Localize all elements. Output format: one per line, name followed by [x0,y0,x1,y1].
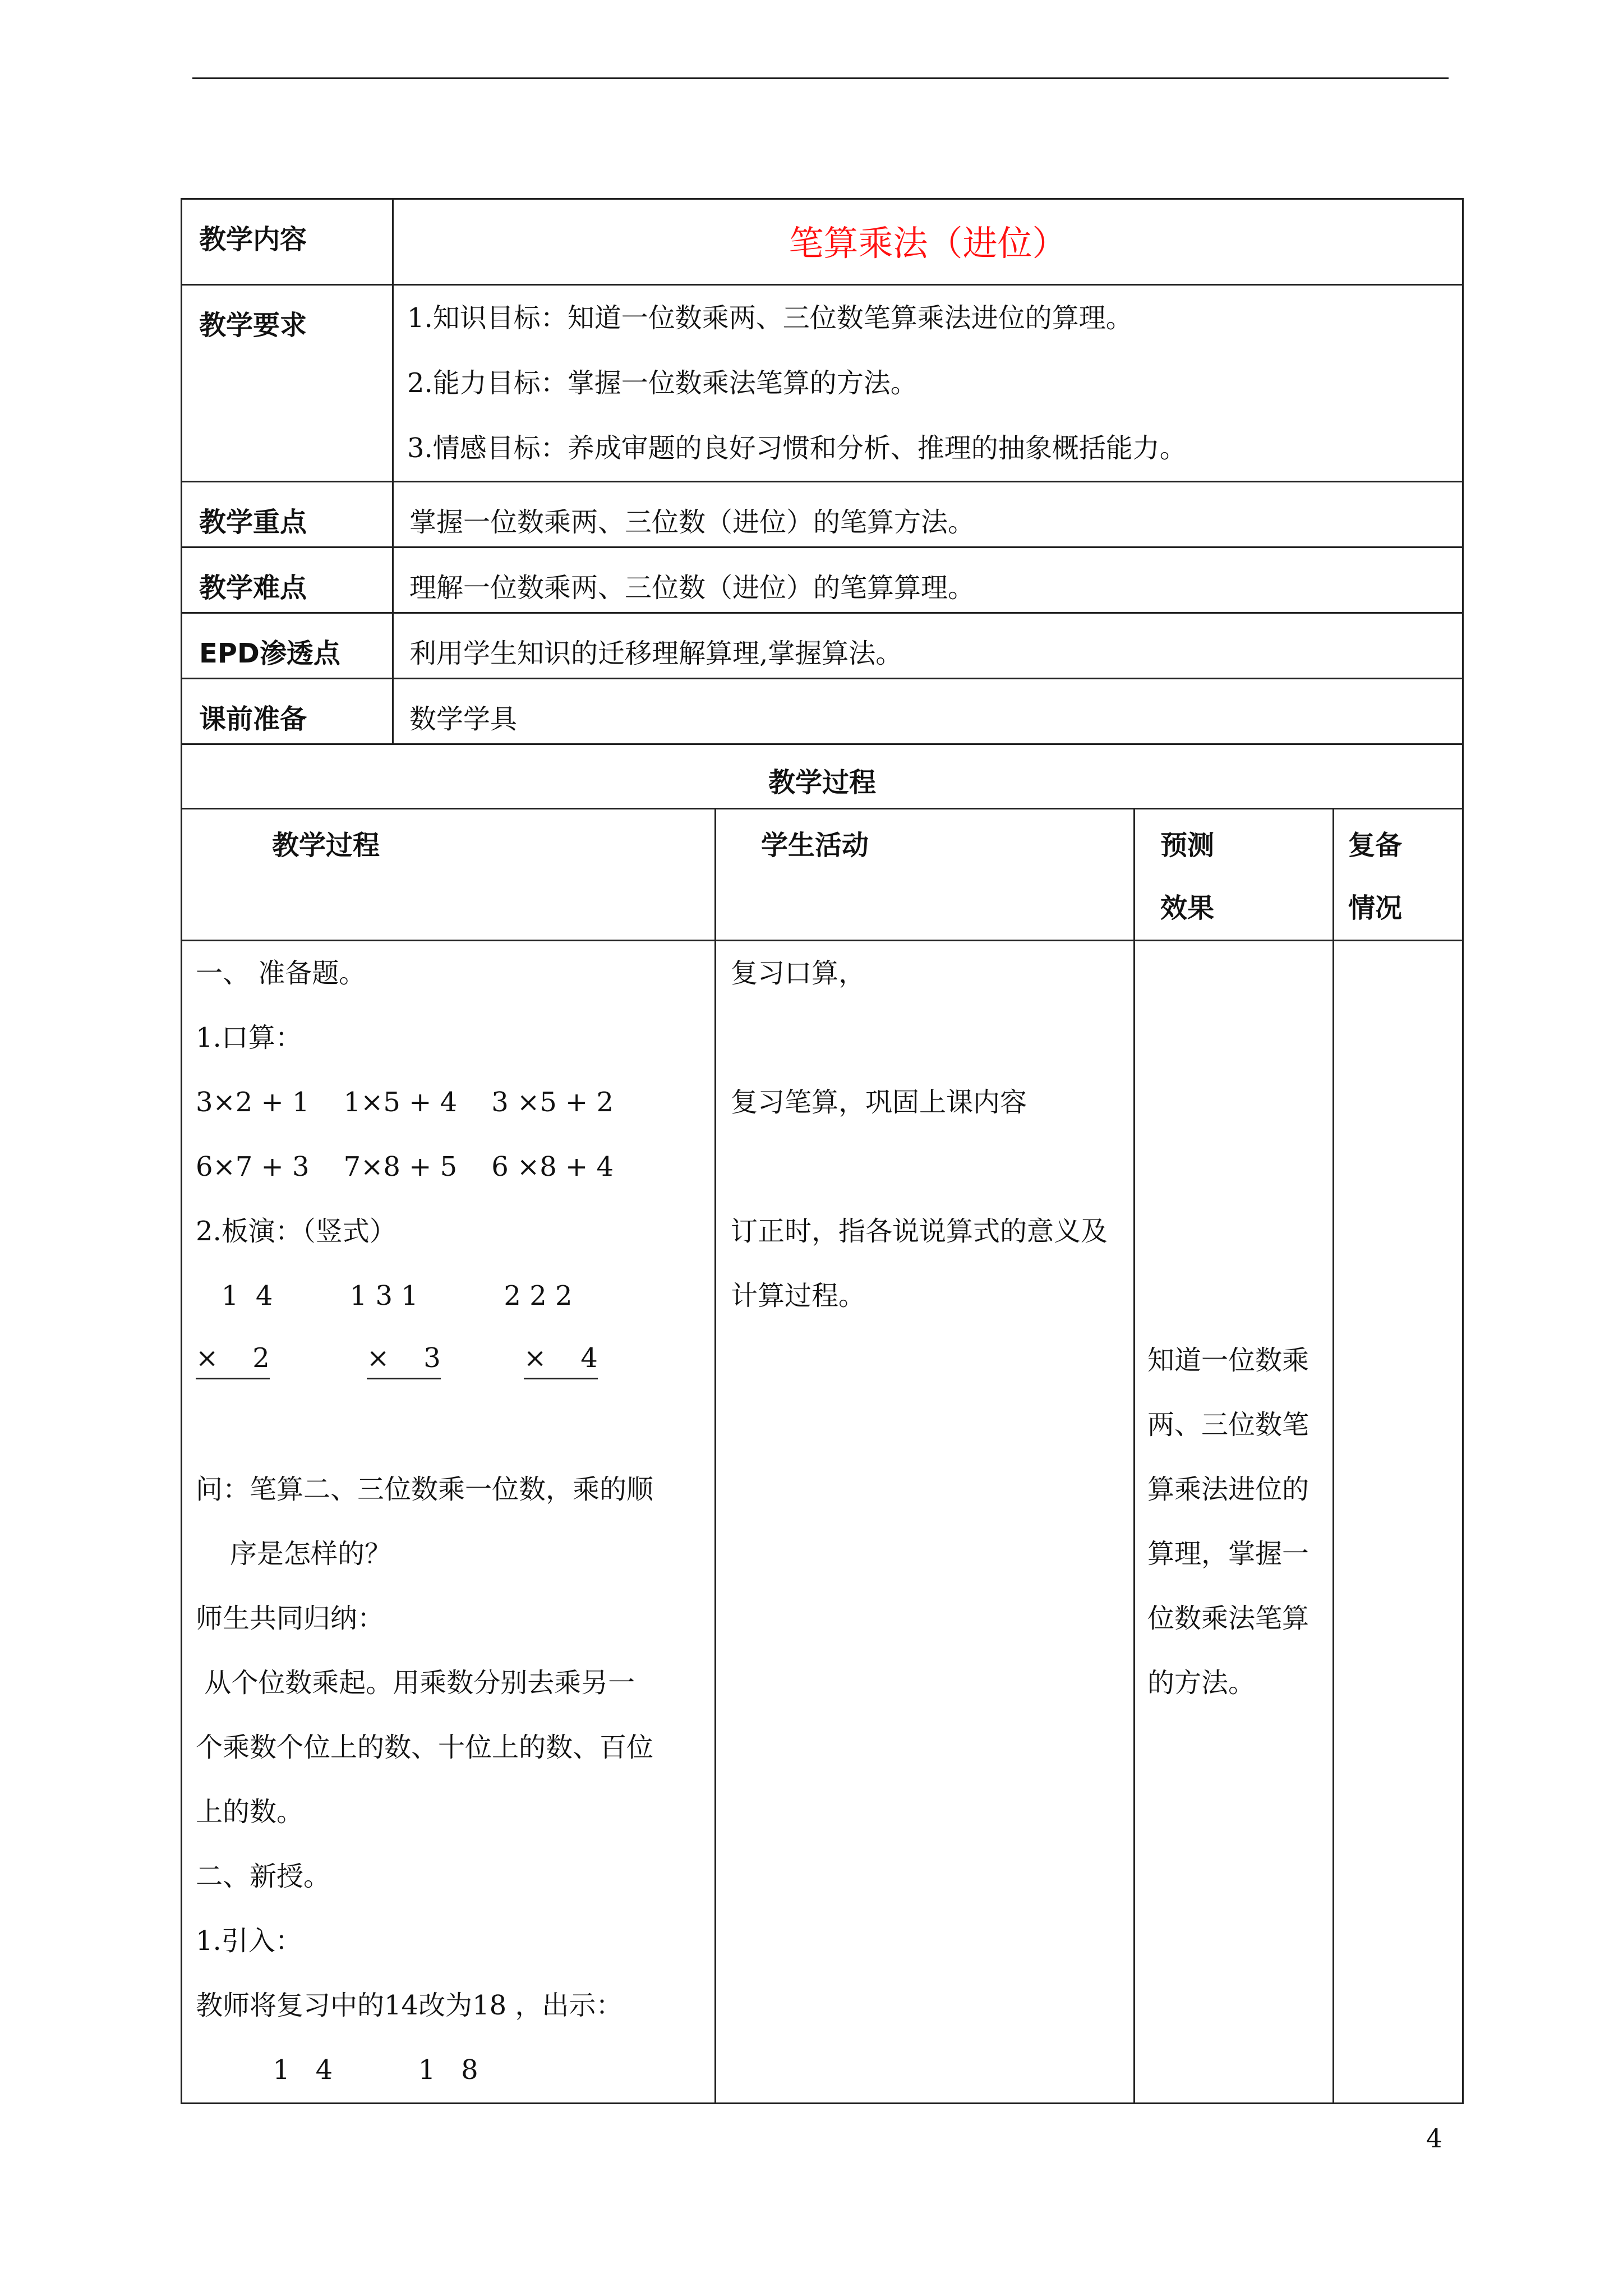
process-line: 教师将复习中的14改为18 ，出示： [196,1990,623,2021]
activity-line [731,1135,1133,1199]
activity-line [731,1006,1133,1070]
activity-line: 订正时，指各说说算式的意义及 [731,1216,1108,1247]
process-line: 师生共同归纳： [196,1603,385,1634]
predict-line: 两、三位数笔 [1147,1409,1310,1441]
row-process-body [182,941,1463,2104]
activity-content [716,941,1133,1328]
label-preparation: 课前准备 [199,703,307,735]
process-line: 3×2 + 1 1×5 + 4 3 ×5 + 2 [196,1087,614,1118]
multiplier-1: × 2 [196,1338,270,1379]
row-epd [182,613,1463,679]
row-key-point [182,482,1463,547]
label-difficulty: 教学难点 [199,572,307,604]
label-content: 教学内容 [199,224,307,255]
label-epd: EPD渗透点 [199,638,340,669]
header-review-2: 情况 [1348,892,1403,924]
row-preparation [182,679,1463,744]
process-line: 1 4 1 8 [196,2054,478,2086]
process-line: 1.引入： [196,1925,302,1957]
activity-line: 复习口算， [731,958,866,989]
row-process-title [182,744,1463,809]
epd-text: 利用学生知识的迁移理解算理,掌握算法。 [409,638,903,669]
predict-line: 算理，掌握一 [1147,1538,1310,1570]
difficulty-text: 理解一位数乘两、三位数（进位）的笔算算理。 [409,572,975,604]
predict-line: 算乘法进位的 [1147,1474,1310,1505]
header-predict-2: 效果 [1160,892,1215,924]
process-title: 教学过程 [768,767,877,798]
multiplier-row [196,1328,714,1393]
predict-line: 位数乘法笔算 [1147,1603,1310,1634]
header-process: 教学过程 [272,830,380,861]
process-content [182,941,714,2102]
process-line: 上的数。 [196,1796,304,1828]
row-content [182,199,1463,285]
activity-line: 计算过程。 [731,1280,866,1312]
lesson-plan-table [181,198,1464,2104]
label-key-point: 教学重点 [199,507,307,538]
review-cell [1334,941,1463,2104]
header-predict-1: 预测 [1160,830,1215,861]
requirement-2: 2.能力目标：掌握一位数乘法笔算的方法。 [407,367,917,399]
predict-line: 知道一位数乘 [1147,1345,1310,1376]
predict-content [1135,941,1332,1715]
header-activity: 学生活动 [761,830,869,861]
process-line: 序是怎样的？ [196,1538,392,1570]
process-line: 1.口算： [196,1022,302,1053]
process-line: 6×7 + 3 7×8 + 5 6 ×8 + 4 [196,1151,614,1182]
row-column-headers [182,809,1463,941]
process-line: 二、新授。 [196,1861,331,1892]
process-line: 1 4 1 3 1 2 2 2 [196,1280,573,1312]
page-number: 4 [1426,2123,1442,2154]
lesson-title: 笔算乘法（进位） [789,223,1067,264]
process-line: 从个位数乘起。用乘数分别去乘另一 [196,1667,635,1699]
multiplier-3: × 4 [524,1338,598,1379]
requirement-3: 3.情感目标：养成审题的良好习惯和分析、推理的抽象概括能力。 [407,432,1187,464]
header-rule [192,77,1449,79]
requirement-1: 1.知识目标：知道一位数乘两、三位数笔算乘法进位的算理。 [407,302,1133,334]
process-line: 2.板演：（竖式） [196,1216,396,1247]
key-point-text: 掌握一位数乘两、三位数（进位）的笔算方法。 [409,507,975,538]
predict-line: 的方法。 [1147,1667,1256,1699]
row-difficulty [182,547,1463,613]
preparation-text: 数学学具 [409,703,518,735]
process-line: 问：笔算二、三位数乘一位数，乘的顺 [196,1474,654,1505]
label-requirements: 教学要求 [199,310,307,341]
process-line: 一、 准备题。 [196,958,366,989]
row-requirements [182,285,1463,482]
multiplier-2: × 3 [367,1338,441,1379]
process-line: 个乘数个位上的数、十位上的数、百位 [196,1732,654,1763]
activity-line: 复习笔算，巩固上课内容 [731,1087,1027,1118]
header-review-1: 复备 [1348,830,1403,861]
